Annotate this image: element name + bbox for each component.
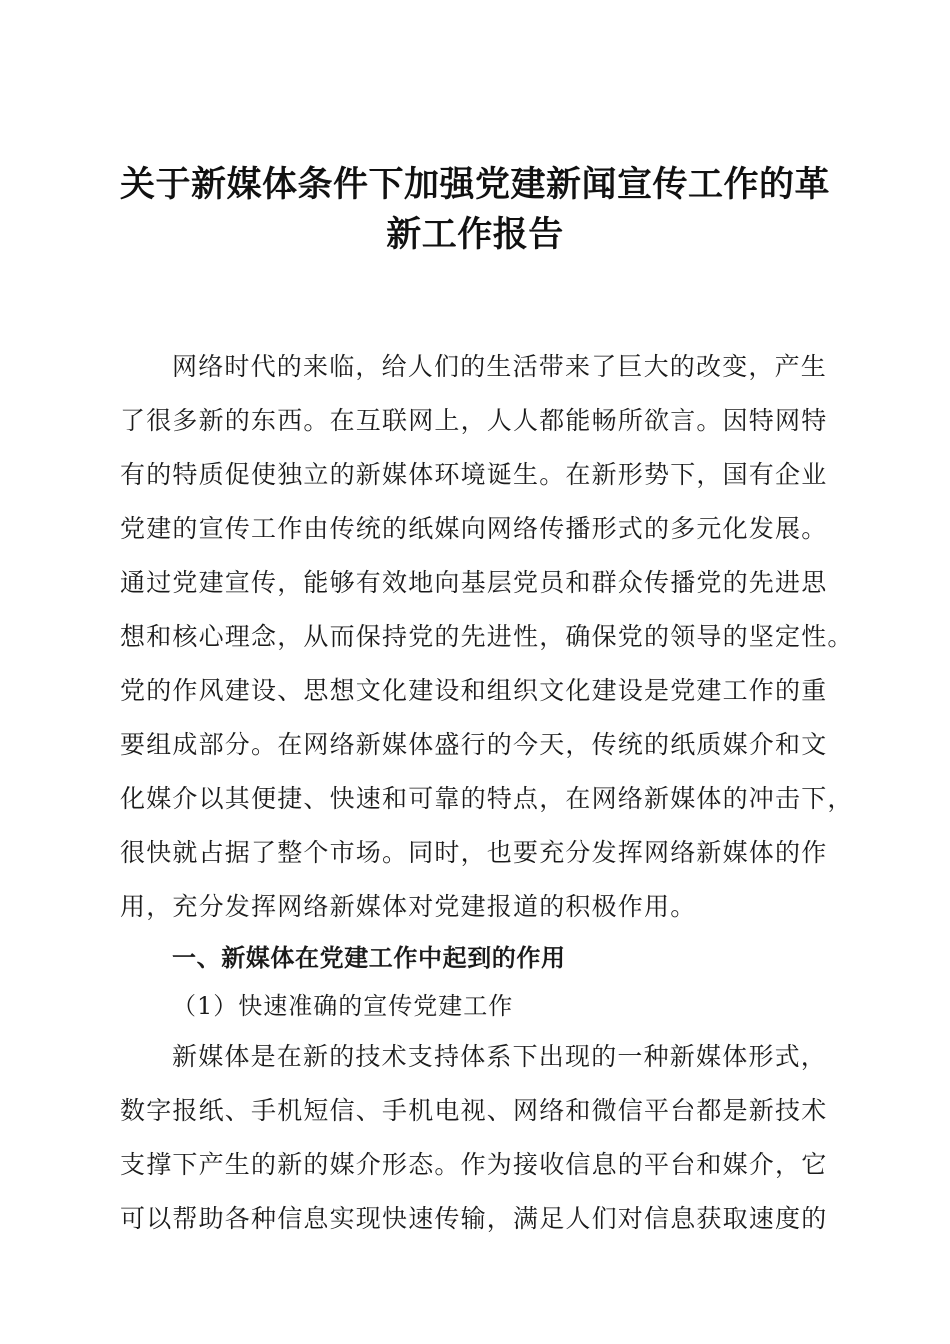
paragraph-line: 支撑下产生的新的媒介形态。作为接收信息的平台和媒介，它: [120, 1150, 828, 1179]
paragraph-line: 可以帮助各种信息实现快速传输，满足人们对信息获取速度的: [120, 1204, 828, 1233]
paragraph-line: 数字报纸、手机短信、手机电视、网络和微信平台都是新技术: [120, 1096, 828, 1125]
paragraph-line: 新媒体是在新的技术支持体系下出现的一种新媒体形式，: [172, 1042, 828, 1071]
paragraph-line: 党的作风建设、思想文化建设和组织文化建设是党建工作的重: [120, 676, 828, 705]
paragraph-new-media: [120, 1030, 830, 1246]
paragraph-line: 党建的宣传工作由传统的纸媒向网络传播形式的多元化发展。: [120, 514, 828, 543]
paragraph-line: 有的特质促使独立的新媒体环境诞生。在新形势下，国有企业: [120, 460, 828, 489]
title-line-2: 新工作报告: [386, 215, 564, 255]
document-title: [100, 160, 850, 260]
paragraph-line: 要组成部分。在网络新媒体盛行的今天，传统的纸质媒介和文: [120, 730, 828, 759]
title-line-1: 关于新媒体条件下加强党建新闻宣传工作的革: [119, 165, 830, 205]
section-heading: 一、新媒体在党建工作中起到的作用: [172, 944, 566, 972]
paragraph-line: 网络时代的来临，给人们的生活带来了巨大的改变，产生: [172, 352, 828, 381]
paragraph-line: 通过党建宣传，能够有效地向基层党员和群众传播党的先进思: [120, 568, 828, 597]
paragraph-line: 很快就占据了整个市场。同时，也要充分发挥网络新媒体的作: [120, 838, 828, 867]
paragraph-line: 了很多新的东西。在互联网上，人人都能畅所欲言。因特网特: [120, 406, 828, 435]
paragraph-line: 化媒介以其便捷、快速和可靠的特点，在网络新媒体的冲击下，: [120, 784, 854, 813]
paragraph-line: 用，充分发挥网络新媒体对党建报道的积极作用。: [120, 892, 697, 921]
paragraph-line: 想和核心理念，从而保持党的先进性，确保党的领导的坚定性。: [120, 622, 854, 651]
paragraph-intro: [120, 340, 854, 934]
subsection-heading: （1）快速准确的宣传党建工作: [172, 992, 514, 1020]
document-body: [120, 340, 854, 1246]
